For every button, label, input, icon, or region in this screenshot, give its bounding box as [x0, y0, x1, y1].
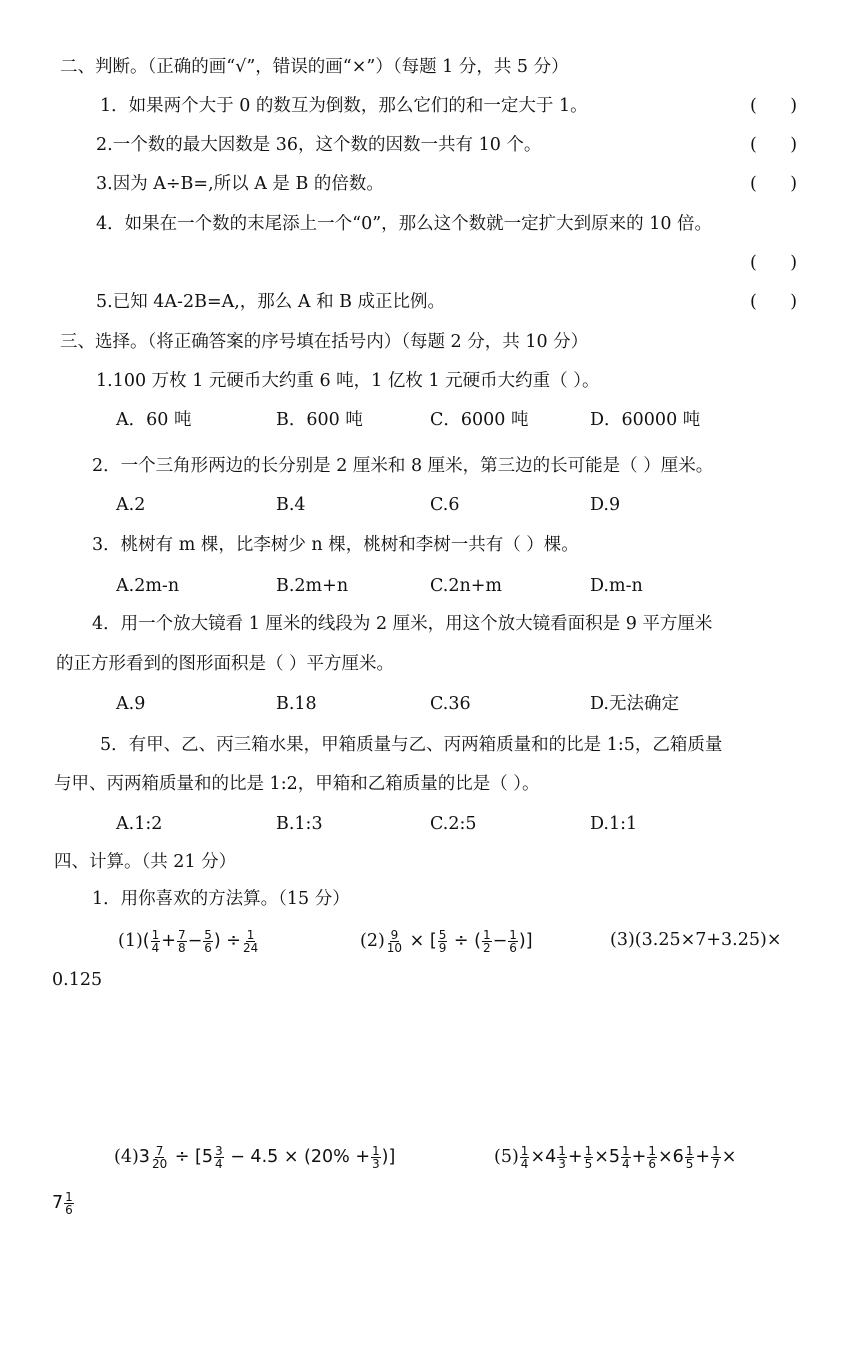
- fraction-denominator: 2: [482, 941, 491, 955]
- fraction-denominator: 5: [685, 1157, 694, 1171]
- expr-5-continuation: [52, 1186, 75, 1220]
- choice-q5-option-b[interactable]: B.1:3: [276, 814, 323, 834]
- frac: [151, 929, 161, 954]
- fraction-denominator: 6: [509, 941, 517, 955]
- choice-q1-option-a[interactable]: A．60 吨: [116, 410, 192, 430]
- choice-q5-line2: 与甲、丙两箱质量和的比是 1:2，甲箱和乙箱质量的比是（ ）。: [54, 774, 540, 794]
- math-symbol: 6: [672, 1147, 684, 1167]
- fraction: [584, 1145, 594, 1170]
- fraction: [242, 929, 259, 954]
- fraction-numerator: 1: [151, 928, 160, 942]
- fraction-denominator: 4: [214, 1157, 223, 1171]
- fraction-numerator: 7: [155, 1144, 164, 1158]
- fraction-numerator: 1: [558, 1144, 566, 1158]
- fraction: [647, 1145, 657, 1170]
- section-4-heading: 四、计算。（共 21 分）: [54, 852, 237, 872]
- fraction-numerator: 1: [584, 1144, 593, 1158]
- choice-q2-option-b[interactable]: B.4: [276, 495, 306, 515]
- choice-q4-option-d[interactable]: D.无法确定: [590, 694, 679, 714]
- choice-q5-option-a[interactable]: A.1:2: [116, 814, 163, 834]
- math-symbol: −: [187, 931, 203, 951]
- choice-q4-line2: 的正方形看到的图形面积是（ ）平方厘米。: [56, 654, 395, 674]
- fraction-numerator: 5: [204, 928, 212, 942]
- fraction: [621, 1145, 631, 1170]
- choice-q1-option-d[interactable]: D．60000 吨: [590, 410, 701, 430]
- math-symbol: 5: [201, 1147, 213, 1167]
- math-symbol: +: [695, 1147, 711, 1167]
- math-symbol: 3: [138, 1147, 150, 1167]
- fraction-denominator: 9: [438, 941, 447, 955]
- fraction: [508, 929, 518, 954]
- fraction-numerator: 1: [622, 1144, 630, 1158]
- choice-q3-option-d[interactable]: D.m-n: [590, 576, 643, 596]
- fraction: [151, 1145, 168, 1170]
- section-2-heading: 二、判断。（正确的画“√”，错误的画“×”）（每题 1 分，共 5 分）: [60, 57, 569, 77]
- fraction: [711, 1145, 721, 1170]
- math-symbol: 4: [545, 1147, 557, 1167]
- math-symbol: (: [142, 931, 150, 951]
- judge-q4: 4．如果在一个数的末尾添上一个“0”，那么这个数就一定扩大到原来的 10 倍。: [96, 214, 713, 234]
- fraction: [482, 929, 492, 954]
- fraction-numerator: 5: [438, 928, 447, 942]
- choice-q4-option-a[interactable]: A.9: [116, 694, 146, 714]
- fraction-denominator: 20: [151, 1157, 168, 1171]
- fraction: [371, 1145, 381, 1170]
- judge-q5: 5.已知 4A-2B=A,，那么 A 和 B 成正比例。: [96, 292, 446, 312]
- fraction: [557, 1145, 567, 1170]
- fraction-numerator: 1: [685, 1144, 694, 1158]
- judge-q2-answer-blank[interactable]: ( ): [750, 135, 798, 155]
- math-symbol: ×: [657, 1147, 673, 1167]
- fraction-numerator: 7: [177, 928, 186, 942]
- expr-label: (5): [494, 1147, 519, 1167]
- fraction: [203, 929, 213, 954]
- judge-q2: 2.一个数的最大因数是 36，这个数的因数一共有 10 个。: [96, 135, 542, 155]
- math-symbol: ) ÷: [213, 931, 241, 951]
- math-symbol: × [: [404, 931, 437, 951]
- choice-q2: 2．一个三角形两边的长分别是 2 厘米和 8 厘米，第三边的长可能是（ ）厘米。: [92, 456, 714, 476]
- fraction-denominator: 7: [712, 1157, 720, 1171]
- fraction-numerator: 1: [246, 928, 255, 942]
- choice-q1-option-b[interactable]: B．600 吨: [276, 410, 363, 430]
- math-symbol: )]: [381, 1147, 396, 1167]
- fraction-denominator: 8: [177, 941, 186, 955]
- math-symbol: ×: [721, 1147, 737, 1167]
- judge-q1-answer-blank[interactable]: ( ): [750, 96, 798, 116]
- expr-label: (4): [114, 1147, 139, 1167]
- fraction-numerator: 3: [214, 1144, 223, 1158]
- fraction-numerator: 1: [372, 1144, 380, 1158]
- math-symbol: −: [492, 931, 508, 951]
- fraction: [438, 929, 448, 954]
- fraction-denominator: 10: [386, 941, 403, 955]
- judge-q5-answer-blank[interactable]: ( ): [750, 292, 798, 312]
- math-symbol: ×: [594, 1147, 609, 1167]
- expr-3: (3)(3.25×7+3.25)×: [610, 930, 782, 950]
- fraction-numerator: 1: [648, 1144, 656, 1158]
- math-symbol: +: [161, 931, 176, 951]
- math-symbol: ÷ (: [448, 931, 481, 951]
- choice-q3: 3．桃树有 m 棵，比李树少 n 棵，桃树和李树一共有（ ）棵。: [92, 535, 579, 555]
- math-symbol: )]: [518, 931, 533, 951]
- choice-q2-option-a[interactable]: A.2: [116, 495, 146, 515]
- expr-1: [118, 924, 260, 958]
- fraction-numerator: 1: [520, 1144, 529, 1158]
- expr-2: [360, 924, 533, 958]
- fraction-denominator: 4: [520, 1157, 529, 1171]
- expr-label: (1): [118, 931, 143, 951]
- math-symbol: 5: [608, 1147, 621, 1167]
- choice-q4-line1: 4．用一个放大镜看 1 厘米的线段为 2 厘米，用这个放大镜看面积是 9 平方厘米: [92, 614, 713, 634]
- fraction: [386, 929, 403, 954]
- expr-3-continuation: 0.125: [52, 970, 103, 990]
- fraction-denominator: 6: [204, 941, 212, 955]
- expr-5: [494, 1140, 736, 1174]
- fraction: [214, 1145, 224, 1170]
- fraction: [64, 1191, 74, 1216]
- choice-q5-option-d[interactable]: D.1:1: [590, 814, 638, 834]
- math-symbol: − 4.5 × (20% +: [230, 1147, 370, 1167]
- choice-q5-line1: 5．有甲、乙、丙三箱水果，甲箱质量与乙、丙两箱质量和的比是 1:5，乙箱质量: [100, 735, 723, 755]
- fraction: [685, 1145, 695, 1170]
- fraction-numerator: 9: [390, 928, 399, 942]
- expr-4: [114, 1140, 395, 1174]
- judge-q3: 3.因为 A÷B=,所以 A 是 B 的倍数。: [96, 174, 384, 194]
- math-symbol: 7: [52, 1193, 64, 1213]
- fraction-denominator: 4: [622, 1157, 630, 1171]
- fraction-denominator: 6: [648, 1157, 656, 1171]
- fraction-numerator: 1: [509, 928, 517, 942]
- math-symbol: +: [631, 1147, 647, 1167]
- calc-subheading: 1．用你喜欢的方法算。（15 分）: [92, 889, 350, 909]
- fraction-numerator: 1: [65, 1190, 73, 1204]
- fraction-numerator: 1: [482, 928, 491, 942]
- expr-label: (2): [360, 931, 385, 951]
- choice-q1-option-c[interactable]: C．6000 吨: [430, 410, 529, 430]
- math-symbol: +: [567, 1147, 583, 1167]
- fraction-denominator: 24: [242, 941, 259, 955]
- choice-q3-option-c[interactable]: C.2n+m: [430, 576, 502, 596]
- fraction: [520, 1145, 530, 1170]
- fraction-denominator: 5: [584, 1157, 593, 1171]
- fraction: [177, 929, 187, 954]
- judge-q4-answer-blank[interactable]: ( ): [750, 253, 798, 273]
- choice-q2-option-d[interactable]: D.9: [590, 495, 621, 515]
- choice-q3-option-b[interactable]: B.2m+n: [276, 576, 349, 596]
- choice-q3-option-a[interactable]: A.2m-n: [116, 576, 180, 596]
- math-symbol: ÷ [: [169, 1147, 202, 1167]
- math-symbol: ×: [530, 1147, 546, 1167]
- fraction-denominator: 3: [372, 1157, 380, 1171]
- judge-q3-answer-blank[interactable]: ( ): [750, 174, 798, 194]
- fraction-denominator: 3: [558, 1157, 566, 1171]
- choice-q4-option-b[interactable]: B.18: [276, 694, 317, 714]
- choice-q5-option-c[interactable]: C.2:5: [430, 814, 477, 834]
- choice-q4-option-c[interactable]: C.36: [430, 694, 471, 714]
- fraction-denominator: 4: [151, 941, 160, 955]
- choice-q2-option-c[interactable]: C.6: [430, 495, 460, 515]
- fraction-numerator: 1: [712, 1144, 720, 1158]
- judge-q1: 1．如果两个大于 0 的数互为倒数，那么它们的和一定大于 1。: [100, 96, 588, 116]
- choice-q1: 1.100 万枚 1 元硬币大约重 6 吨，1 亿枚 1 元硬币大约重（ ）。: [96, 371, 600, 391]
- fraction-denominator: 6: [65, 1203, 73, 1217]
- section-3-heading: 三、选择。（将正确答案的序号填在括号内）（每题 2 分，共 10 分）: [60, 332, 589, 352]
